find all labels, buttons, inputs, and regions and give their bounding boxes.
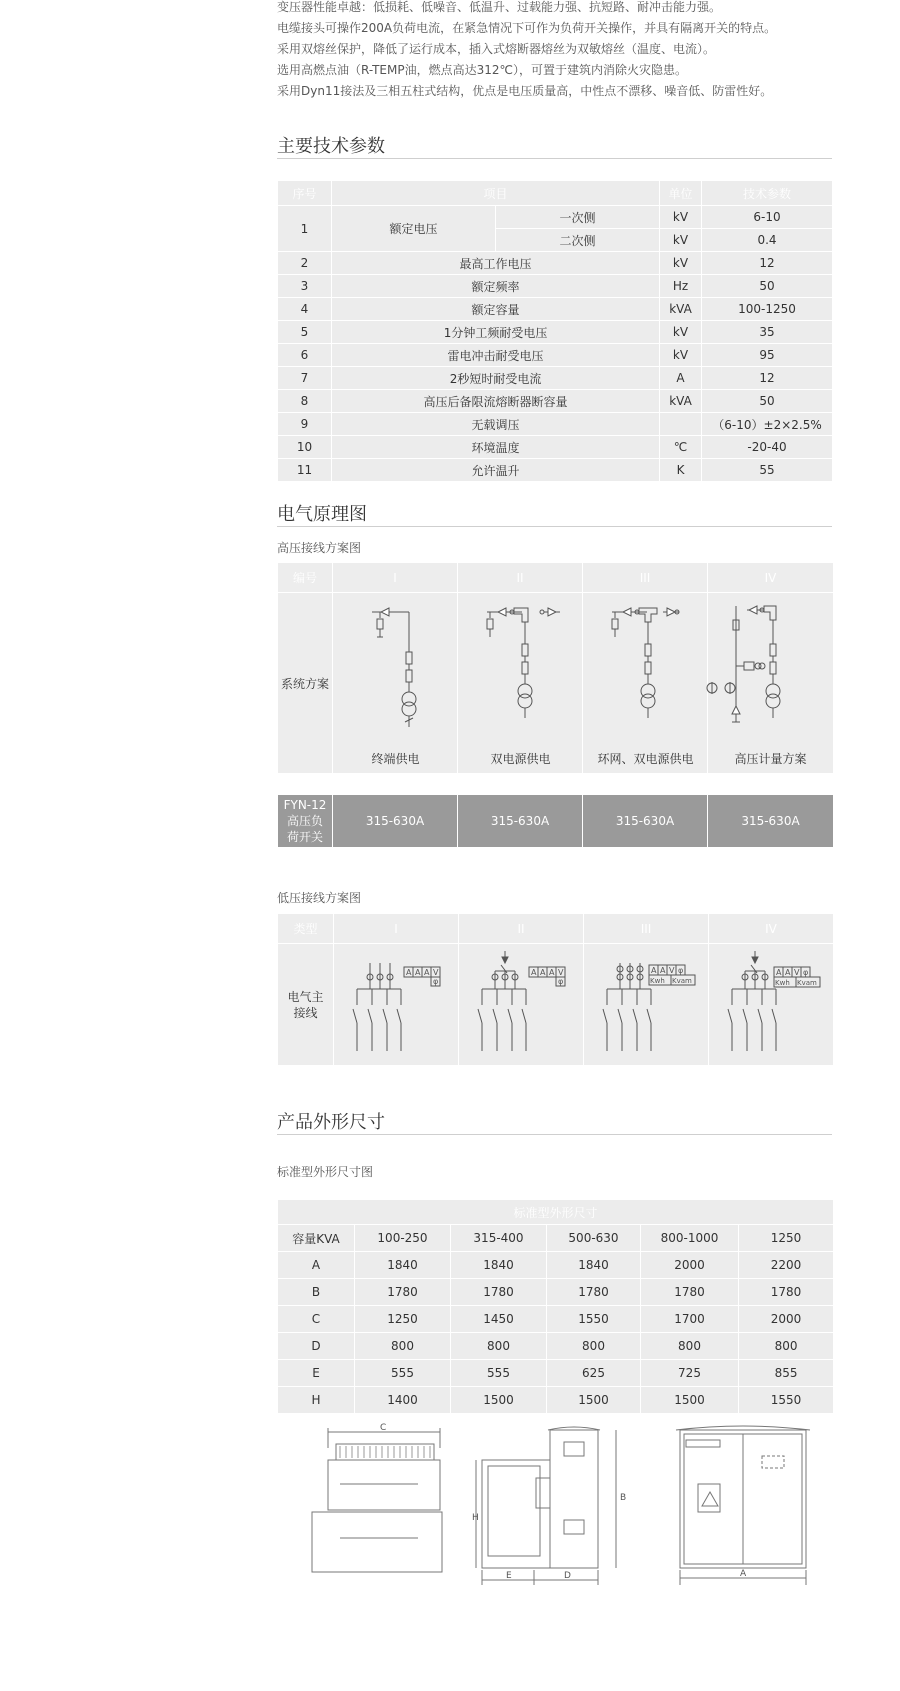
intro-text (277, 0, 776, 102)
row-item: 高压后备限流熔断器断容量 (332, 390, 660, 413)
intro-line: 采用双熔丝保护，降低了运行成本，插入式熔断器熔丝为双敏熔丝（温度、电流）。 (277, 42, 716, 56)
row-no: 4 (278, 298, 332, 321)
outline-drawings (300, 1420, 840, 1690)
lv-header-row (278, 914, 834, 944)
meter-label: φ (558, 977, 564, 986)
dim-cell: 800 (641, 1333, 739, 1360)
dim-label-b: B (620, 1493, 627, 1503)
dim-cell: H (278, 1387, 355, 1414)
switch-rating: 315-630A (333, 795, 458, 848)
dim-cell: 1840 (547, 1252, 641, 1279)
lv-number: IV (709, 914, 834, 944)
electrical-title: 电气原理图 (277, 504, 367, 525)
params-title: 主要技术参数 (277, 136, 385, 157)
row-value: 50 (702, 390, 833, 413)
dim-cell: D (278, 1333, 355, 1360)
dim-cell: A (278, 1252, 355, 1279)
row-item: 最高工作电压 (332, 252, 660, 275)
meter-label: V (433, 968, 439, 977)
row-item: 雷电冲击耐受电压 (332, 344, 660, 367)
row-unit: kV (660, 344, 702, 367)
dim-cell: 1450 (451, 1306, 547, 1333)
table-row (278, 390, 833, 413)
dim-cell: 800 (355, 1333, 451, 1360)
dimensions-title-row (278, 1200, 834, 1225)
row-value: -20-40 (702, 436, 833, 459)
side-view-drawing (476, 1427, 616, 1585)
hv-caption: 终端供电 (371, 752, 420, 766)
meter-label: A (785, 968, 791, 977)
lv-subtitle: 低压接线方案图 (277, 891, 362, 905)
hv-diagram-2 (487, 608, 560, 718)
dim-label-d: D (564, 1571, 571, 1581)
switch-label-line: FYN-12 (283, 798, 327, 812)
row-unit: kVA (660, 390, 702, 413)
row-no: 9 (278, 413, 332, 436)
row-no: 10 (278, 436, 332, 459)
dimensions-columns-row (278, 1225, 834, 1252)
hv-diagram-1 (372, 608, 416, 727)
table-row (278, 1306, 834, 1333)
params-divider (277, 158, 832, 159)
meter-label: A (406, 968, 412, 977)
hv-header-first: 编号 (278, 563, 333, 593)
dim-cell: 725 (641, 1360, 739, 1387)
row-item: 1分钟工频耐受电压 (332, 321, 660, 344)
hv-diagram-4 (707, 606, 780, 722)
hv-diagrams (277, 592, 833, 772)
row-item: 2秒短时耐受电流 (332, 367, 660, 390)
dim-cell: 1840 (451, 1252, 547, 1279)
dim-label-a: A (740, 1569, 747, 1579)
top-view-drawing (312, 1428, 442, 1572)
meter-label: φ (433, 977, 439, 986)
dim-cell: 555 (451, 1360, 547, 1387)
row-no: 7 (278, 367, 332, 390)
dim-cell: 555 (355, 1360, 451, 1387)
switch-rating-row (278, 795, 834, 848)
row-value: 12 (702, 252, 833, 275)
dim-label-h: H (472, 1513, 479, 1523)
params-header-item: 项目 (332, 181, 660, 206)
table-row (278, 436, 833, 459)
dim-cell: C (278, 1306, 355, 1333)
meter-label: V (558, 968, 564, 977)
dim-cell: 1840 (355, 1252, 451, 1279)
switch-rating: 315-630A (458, 795, 583, 848)
row-unit: kV (660, 229, 702, 252)
switch-label-line: 荷开关 (286, 830, 323, 844)
row-unit: kV (660, 252, 702, 275)
hv-caption: 双电源供电 (490, 752, 551, 766)
row-value: 35 (702, 321, 833, 344)
table-row (278, 367, 833, 390)
lv-diagram-2 (478, 951, 565, 1051)
hv-number: III (583, 563, 708, 593)
dim-col-head: 100-250 (355, 1225, 451, 1252)
hv-diagram-3 (612, 608, 679, 718)
lv-diagram-4 (728, 951, 820, 1051)
row-unit: kVA (660, 298, 702, 321)
lv-row-label-line: 接线 (293, 1005, 318, 1020)
intro-line: 选用高燃点油（R-TEMP油，燃点高达312℃），可置于建筑内消除火灾隐患。 (277, 63, 687, 77)
row-no: 3 (278, 275, 332, 298)
meter-label: A (415, 968, 421, 977)
switch-label (278, 795, 333, 848)
front-view-drawing (676, 1426, 810, 1585)
hv-number: IV (708, 563, 834, 593)
dim-cell: 800 (451, 1333, 547, 1360)
dim-cell: 1550 (739, 1387, 834, 1414)
row-item: 额定电压 (332, 206, 496, 252)
dim-cell: 1780 (355, 1279, 451, 1306)
table-row (278, 252, 833, 275)
params-table (277, 180, 833, 482)
meter-label: V (794, 968, 800, 977)
lv-row-label-line: 电气主 (287, 989, 324, 1004)
params-header-row (278, 181, 833, 206)
row-subitem: 一次侧 (496, 206, 660, 229)
dim-cell: 1400 (355, 1387, 451, 1414)
dim-cell: 1550 (547, 1306, 641, 1333)
meter-label: Kwh (650, 977, 665, 985)
row-no: 8 (278, 390, 332, 413)
meter-label: A (776, 968, 782, 977)
row-no: 6 (278, 344, 332, 367)
intro-line: 电缆接头可操作200A负荷电流，在紧急情况下可作为负荷开关操作，并具有隔离开关的特点。 (277, 21, 777, 35)
row-value: 95 (702, 344, 833, 367)
dim-cell: 1780 (641, 1279, 739, 1306)
dim-cell: 800 (547, 1333, 641, 1360)
row-value: 50 (702, 275, 833, 298)
row-unit (660, 413, 702, 436)
dim-label-c: C (380, 1423, 387, 1433)
row-no: 1 (278, 206, 332, 252)
params-header-no: 序号 (278, 181, 332, 206)
row-value: （6-10）±2×2.5% (702, 413, 833, 436)
row-item: 额定容量 (332, 298, 660, 321)
row-item: 允许温升 (332, 459, 660, 482)
hv-header-row (278, 563, 834, 593)
row-item: 环境温度 (332, 436, 660, 459)
table-row (278, 321, 833, 344)
table-row (278, 275, 833, 298)
table-row (278, 413, 833, 436)
dimensions-divider (277, 1134, 832, 1135)
meter-label: V (669, 966, 675, 975)
meter-label: Kvam (672, 977, 692, 985)
meter-label: φ (803, 968, 809, 977)
hv-row-label: 系统方案 (278, 593, 333, 774)
meter-label: A (424, 968, 430, 977)
row-value: 55 (702, 459, 833, 482)
dim-cell: 1250 (355, 1306, 451, 1333)
meter-label: Kvam (797, 979, 817, 987)
meter-label: A (651, 966, 657, 975)
row-unit: kV (660, 206, 702, 229)
dim-cell: 2200 (739, 1252, 834, 1279)
dim-col-head: 1250 (739, 1225, 834, 1252)
lv-number: I (334, 914, 459, 944)
dim-cell: 1780 (451, 1279, 547, 1306)
switch-rating-table (277, 794, 834, 848)
row-value: 100-1250 (702, 298, 833, 321)
switch-label-line: 高压负 (286, 814, 323, 828)
row-unit: ℃ (660, 436, 702, 459)
table-row (278, 1252, 834, 1279)
dim-cell: 1500 (641, 1387, 739, 1414)
dim-cell: E (278, 1360, 355, 1387)
row-item: 额定频率 (332, 275, 660, 298)
table-row (278, 459, 833, 482)
intro-line: 变压器性能卓越：低损耗、低噪音、低温升、过载能力强、抗短路、耐冲击能力强。 (277, 0, 722, 14)
hv-subtitle: 高压接线方案图 (277, 541, 362, 555)
dim-cell: 625 (547, 1360, 641, 1387)
dim-cell: 1780 (739, 1279, 834, 1306)
hv-caption: 环网、双电源供电 (597, 752, 694, 766)
dim-cell: 1780 (547, 1279, 641, 1306)
dimensions-table-title: 标准型外形尺寸 (278, 1200, 834, 1225)
dim-cell: B (278, 1279, 355, 1306)
lv-header-first: 类型 (278, 914, 334, 944)
hv-number: II (458, 563, 583, 593)
lv-number: II (459, 914, 584, 944)
lv-diagrams (277, 943, 833, 1064)
meter-label: A (549, 968, 555, 977)
intro-line: 采用Dyn11接法及三相五柱式结构，优点是电压质量高，中性点不漂移、噪音低、防雷性好。 (277, 84, 773, 98)
dim-col-head: 315-400 (451, 1225, 547, 1252)
dimensions-table (277, 1199, 834, 1414)
row-no: 2 (278, 252, 332, 275)
hv-number: I (333, 563, 458, 593)
row-no: 11 (278, 459, 332, 482)
params-header-value: 技术参数 (702, 181, 833, 206)
row-no: 5 (278, 321, 332, 344)
lv-number: III (584, 914, 709, 944)
row-unit: kV (660, 321, 702, 344)
row-value: 0.4 (702, 229, 833, 252)
table-row (278, 1387, 834, 1414)
dim-cell: 855 (739, 1360, 834, 1387)
row-unit: K (660, 459, 702, 482)
dim-cell: 1700 (641, 1306, 739, 1333)
dimensions-title: 产品外形尺寸 (277, 1112, 385, 1133)
meter-label: Kwh (775, 979, 790, 987)
hv-caption: 高压计量方案 (734, 752, 807, 766)
dim-cell: 800 (739, 1333, 834, 1360)
meter-label: φ (678, 966, 684, 975)
dim-col-head: 800-1000 (641, 1225, 739, 1252)
dim-cell: 1500 (547, 1387, 641, 1414)
table-row (278, 298, 833, 321)
switch-rating: 315-630A (583, 795, 708, 848)
dim-col-head: 容量KVA (278, 1225, 355, 1252)
table-row (278, 1279, 834, 1306)
dim-label-e: E (506, 1571, 512, 1581)
row-item: 无载调压 (332, 413, 660, 436)
meter-label: A (531, 968, 537, 977)
meter-label: A (660, 966, 666, 975)
electrical-divider (277, 526, 832, 527)
meter-label: A (540, 968, 546, 977)
dim-cell: 2000 (641, 1252, 739, 1279)
table-row (278, 206, 833, 229)
table-row (278, 344, 833, 367)
row-unit: A (660, 367, 702, 390)
dimensions-subtitle: 标准型外形尺寸图 (277, 1165, 374, 1179)
row-value: 12 (702, 367, 833, 390)
dim-cell: 1500 (451, 1387, 547, 1414)
dim-col-head: 500-630 (547, 1225, 641, 1252)
switch-rating: 315-630A (708, 795, 834, 848)
table-row (278, 1360, 834, 1387)
row-subitem: 二次侧 (496, 229, 660, 252)
table-row (278, 1333, 834, 1360)
params-header-unit: 单位 (660, 181, 702, 206)
row-unit: Hz (660, 275, 702, 298)
row-value: 6-10 (702, 206, 833, 229)
dim-cell: 2000 (739, 1306, 834, 1333)
